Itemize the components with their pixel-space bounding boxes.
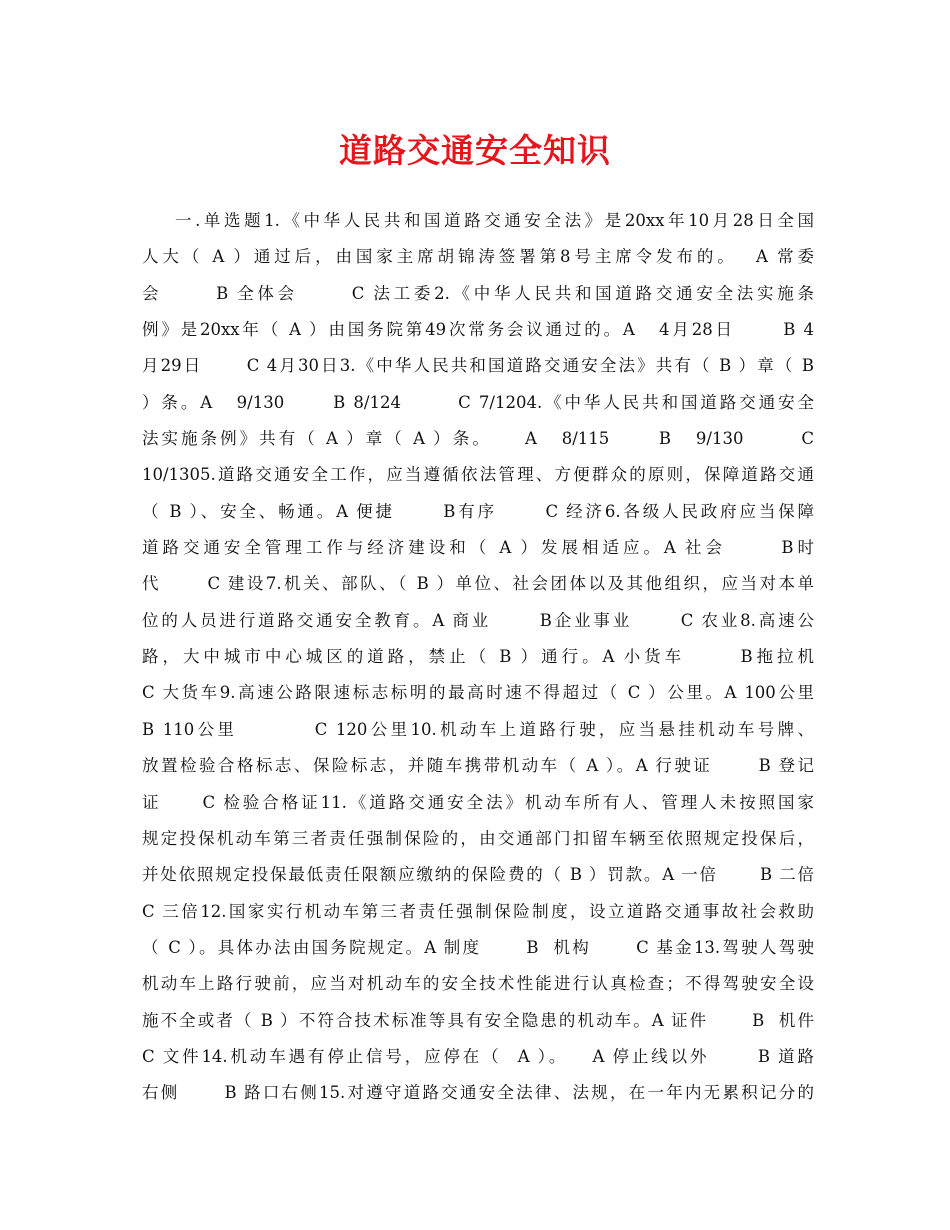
body-line: 人大（ A ）通过后，由国家主席胡锦涛签署第8号主席令发布的。 A 常委	[142, 247, 814, 267]
body-line: B 110公里 C 120公里10.机动车上道路行驶，应当悬挂机动车号牌、	[142, 719, 814, 739]
body-line: 位的人员进行道路交通安全教育。A 商业 B企业事业 C 农业8.高速公	[142, 610, 814, 630]
body-line: 施不全或者（ B ）不符合技术标准等具有安全隐患的机动车。A 证件 B 机件	[142, 1010, 814, 1030]
body-line: 并处依照规定投保最低责任限额应缴纳的保险费的（ B ）罚款。A 一倍 B 二倍	[142, 865, 814, 885]
body-line: 一.单选题1.《中华人民共和国道路交通安全法》是20xx年10月28日全国	[175, 211, 814, 230]
body-line: 道路交通安全管理工作与经济建设和（ A ）发展相适应。A 社会 B时	[142, 538, 814, 558]
body-line: C 三倍12.国家实行机动车第三者责任强制保险制度，设立道路交通事故社会救助	[142, 901, 814, 921]
body-line: ）条。A 9/130 B 8/124 C 7/1204.《中华人民共和国道路交通安全	[142, 392, 814, 412]
body-line: 右侧 B 路口右侧15.对遵守道路交通安全法律、法规，在一年内无累积记分的	[142, 1083, 814, 1103]
body-line: 例》是20xx年（ A ）由国务院第49次常务会议通过的。A 4月28日 B 4	[142, 320, 814, 340]
body-line: （ B ）、安全、畅通。A 便捷 B有序 C 经济6.各级人民政府应当保障	[142, 501, 814, 521]
body-line: 规定投保机动车第三者责任强制保险的，由交通部门扣留车辆至依照规定投保后，	[142, 828, 814, 848]
body-line: 10/1305.道路交通安全工作，应当遵循依法管理、方便群众的原则，保障道路交通	[142, 465, 814, 485]
body-line: 放置检验合格标志、保险标志，并随车携带机动车（ A ）。A 行驶证 B 登记	[142, 756, 814, 776]
body-line: 法实施条例》共有（ A ）章（ A ）条。 A 8/115 B 9/130 C	[142, 429, 814, 449]
body-line: 路，大中城市中心城区的道路，禁止（ B ）通行。A 小货车 B拖拉机	[142, 647, 814, 667]
body-line: C 大货车9.高速公路限速标志标明的最高时速不得超过（ C ）公里。A 100公里	[142, 683, 814, 703]
body-line: （ C ）。具体办法由国务院规定。A 制度 B 机构 C 基金13.驾驶人驾驶	[142, 937, 814, 957]
body-line: 证 C 检验合格证11.《道路交通安全法》机动车所有人、管理人未按照国家	[142, 792, 814, 812]
body-line: 会 B 全体会 C 法工委2.《中华人民共和国道路交通安全法实施条	[142, 283, 814, 303]
body-line: 月29日 C 4月30日3.《中华人民共和国道路交通安全法》共有（ B ）章（ B	[142, 356, 814, 376]
document-body	[142, 203, 814, 1112]
body-line: C 文件14.机动车遇有停止信号，应停在（ A ）。 A 停止线以外 B 道路	[142, 1046, 814, 1066]
body-line: 机动车上路行驶前，应当对机动车的安全技术性能进行认真检查；不得驾驶安全设	[142, 974, 814, 994]
document-title: 道路交通安全知识	[339, 131, 611, 170]
body-line: 代 C 建设7.机关、部队、（ B ）单位、社会团体以及其他组织，应当对本单	[142, 574, 814, 594]
